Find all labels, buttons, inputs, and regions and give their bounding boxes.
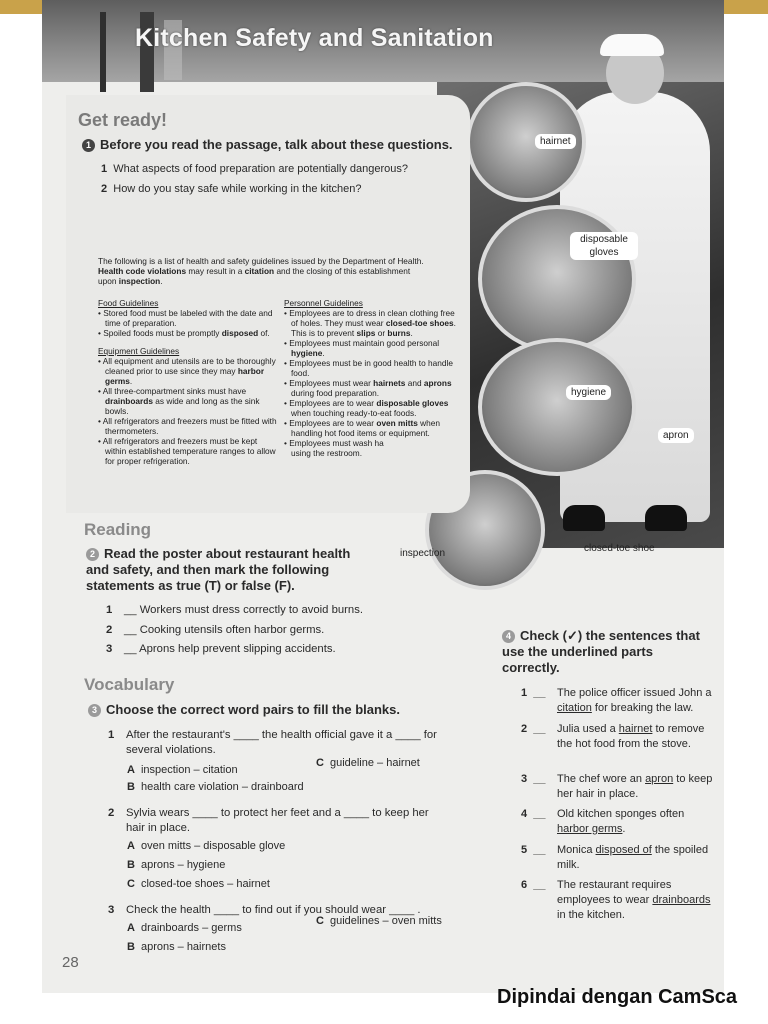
vocab-option[interactable]: C closed-toe shoes – hairnet xyxy=(127,878,270,890)
guideline-item: • Spoiled foods must be promptly disposed of. xyxy=(98,328,270,338)
exercise-number-icon: 4 xyxy=(502,630,515,643)
get-ready-instruction: 1 Before you read the passage, talk about these questions. xyxy=(82,137,453,152)
scanner-watermark: Dipindai dengan CamSca xyxy=(497,986,738,1008)
guideline-item: • Employees must wash ha using the restroom. xyxy=(284,438,384,458)
gloves-photo-circle xyxy=(478,205,636,353)
guideline-item: • Employees are to wear disposable gloves when touching ready-to-eat foods. xyxy=(284,398,449,418)
guideline-item: • Employees must wear hairnets and aprons during food preparation. xyxy=(284,378,452,398)
reading-statement: 2 __ Cooking utensils often harbor germs. xyxy=(106,624,325,636)
poster-column-left xyxy=(98,296,278,466)
exercise-number-icon: 3 xyxy=(88,704,101,717)
get-ready-question: 1 What aspects of food preparation are potentially dangerous? xyxy=(101,163,408,175)
label-disposable-gloves: disposable gloves xyxy=(570,232,638,260)
reading-instruction: 2 Read the poster about restaurant health and safety, and then mark the following statements as true (T) or false (F). xyxy=(86,546,351,593)
chef-hat xyxy=(600,34,664,56)
vocab-option[interactable]: B health care violation – drainboard xyxy=(127,781,304,793)
check-instruction: 4 Check (✓) the sentences that use the underlined parts correctly. xyxy=(502,628,700,675)
poster-intro: The following is a list of health and safety guidelines issued by the Department of Health. Health code violations may result in a citation and the closing of this establishment upon inspection. xyxy=(98,256,424,286)
vocab-question: 1 After the restaurant's ____ the health official gave it a ____ for several violations. xyxy=(108,729,437,756)
reading-statement: 3 __ Aprons help prevent slipping accidents. xyxy=(106,643,336,655)
banner-bar xyxy=(100,12,106,92)
food-guidelines-heading: Food Guidelines xyxy=(98,298,159,308)
label-apron: apron xyxy=(658,428,694,443)
vocab-option[interactable]: B aprons – hairnets xyxy=(127,941,226,953)
guideline-item: • Employees are to wear oven mitts when handling hot food items or equipment. xyxy=(284,418,441,438)
guideline-item: • All refrigerators and freezers must be kept within established temperature ranges to allow for proper refrigeration. xyxy=(98,436,276,466)
reading-heading: Reading xyxy=(84,520,152,539)
guideline-item: • All refrigerators and freezers must be fitted with thermometers. xyxy=(98,416,277,436)
vocab-question: 3 Check the health ____ to find out if you should wear ____ . xyxy=(108,904,421,916)
vocabulary-instruction: 3 Choose the correct word pairs to fill the blanks. xyxy=(88,702,400,718)
page-number: 28 xyxy=(62,954,79,971)
hygiene-photo-circle xyxy=(478,338,636,476)
guideline-item: • Employees are to dress in clean clothing free of holes. They must wear closed-toe shoes. This is to prevent slips or burns. xyxy=(284,308,456,338)
exercise-number-icon: 2 xyxy=(86,548,99,561)
shoe-left xyxy=(563,505,605,531)
vocab-option[interactable]: A drainboards – germs xyxy=(127,922,242,934)
vocab-option[interactable]: C guidelines – oven mitts xyxy=(316,915,442,927)
health-poster xyxy=(98,256,458,466)
get-ready-heading: Get ready! xyxy=(78,110,168,130)
vocab-option[interactable]: A oven mitts – disposable glove xyxy=(127,840,286,852)
guideline-item: • Employees must be in good health to handle food. xyxy=(284,358,453,378)
exercise-number-icon: 1 xyxy=(82,139,95,152)
label-hairnet: hairnet xyxy=(535,134,576,149)
vocab-question: 2 Sylvia wears ____ to protect her feet and a ____ to keep her hair in place. xyxy=(108,807,429,834)
vocabulary-heading: Vocabulary xyxy=(84,675,175,694)
equipment-guidelines-heading: Equipment Guidelines xyxy=(98,346,180,356)
vocab-option[interactable]: A inspection – citation xyxy=(127,764,238,776)
label-inspection: inspection xyxy=(400,548,446,559)
poster-column-right xyxy=(284,296,460,458)
shoe-right xyxy=(645,505,687,531)
label-closed-toe-shoe: closed-toe shoe xyxy=(584,543,655,554)
reading-statement: 1 __ Workers must dress correctly to avoid burns. xyxy=(106,604,363,616)
get-ready-question: 2 How do you stay safe while working in the kitchen? xyxy=(101,183,362,195)
guideline-item: • Stored food must be labeled with the date and time of preparation. xyxy=(98,308,273,328)
guideline-item: • Employees must maintain good personal hygiene. xyxy=(284,338,440,358)
guideline-item: • All three-compartment sinks must have drainboards as wide and long as the sink bowls. xyxy=(98,386,260,416)
personnel-guidelines-heading: Personnel Guidelines xyxy=(284,298,363,308)
page-title: Kitchen Safety and Sanitation xyxy=(135,24,494,52)
vocab-option[interactable]: B aprons – hygiene xyxy=(127,859,226,871)
guideline-item: • All equipment and utensils are to be thoroughly cleaned prior to use since they may harbor germs. xyxy=(98,356,276,386)
label-hygiene: hygiene xyxy=(566,385,611,400)
vocab-option[interactable]: C guideline – hairnet xyxy=(316,757,420,769)
